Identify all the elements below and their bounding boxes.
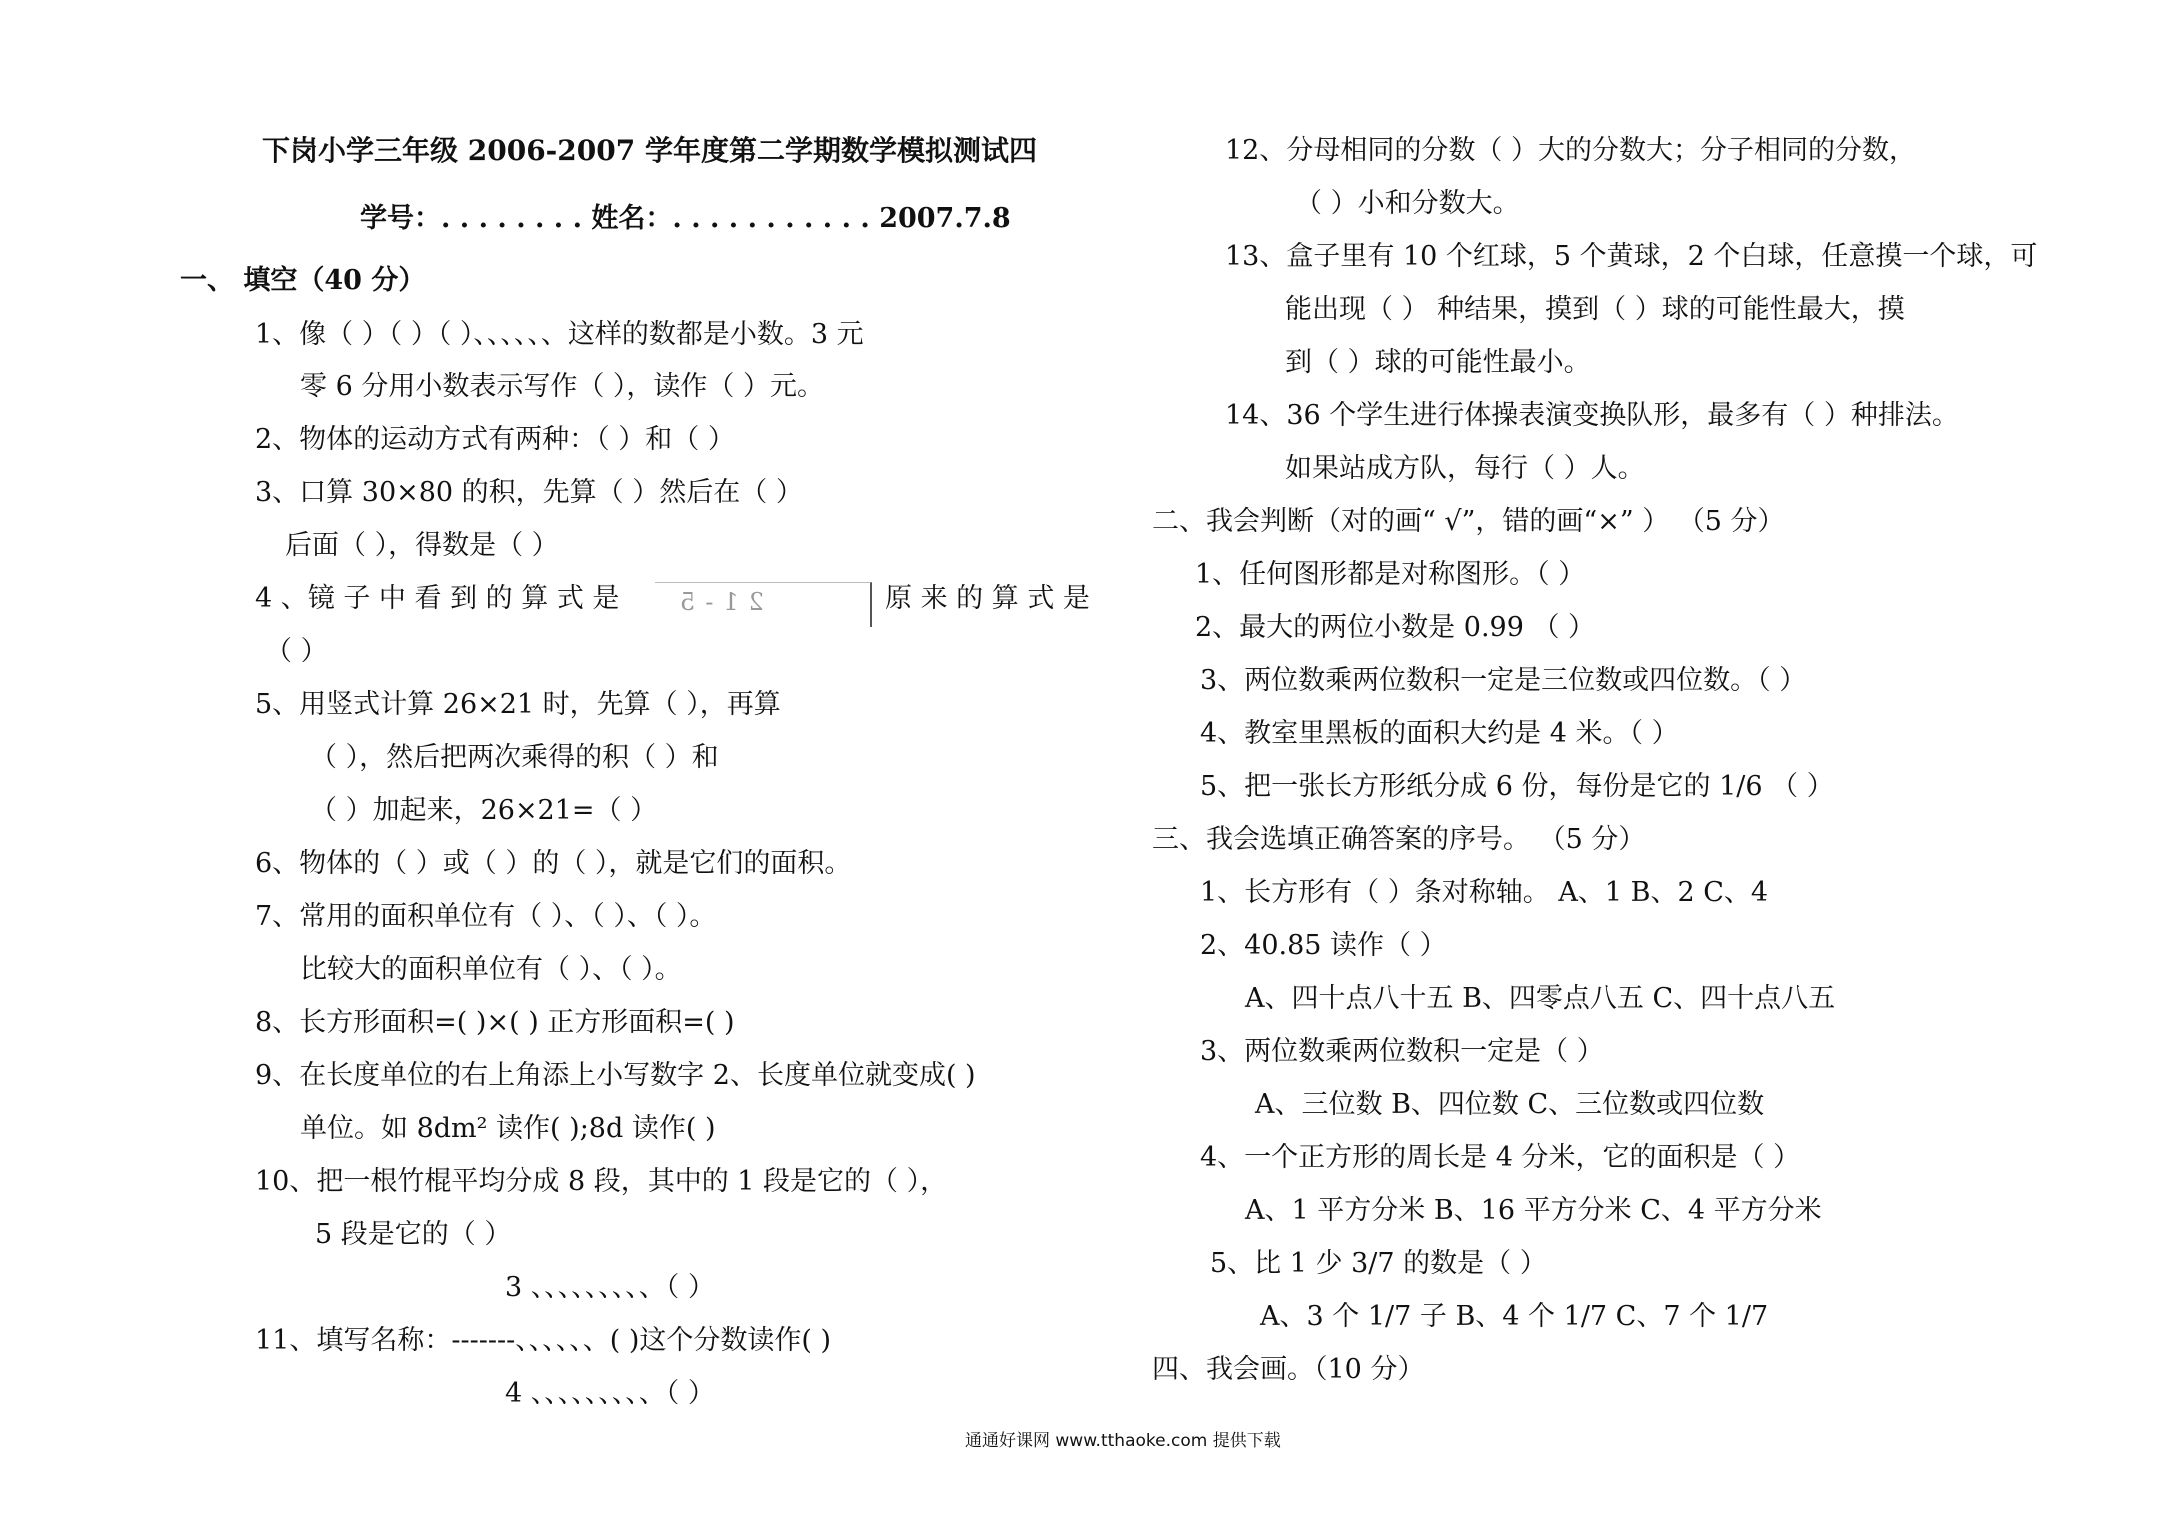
choice-3: 3、两位数乘两位数积一定是（ ） bbox=[1200, 1036, 1604, 1067]
question-3-line-b: 后面（ ），得数是（ ） bbox=[285, 530, 559, 561]
section-choice-heading: 三、我会选填正确答案的序号。 （5 分） bbox=[1152, 824, 1646, 855]
question-7-line-a: 7、常用的面积单位有（ ）、（ ）、（ ）。 bbox=[255, 901, 717, 932]
choice-2-options: A、四十点八十五 B、四零点八五 C、四十点八五 bbox=[1245, 983, 1836, 1014]
question-13-line-a: 13、盒子里有 10 个红球，5 个黄球，2 个白球，任意摸一个球，可 bbox=[1225, 241, 2038, 272]
question-7-line-b: 比较大的面积单位有（ ）、（ ）。 bbox=[300, 954, 682, 985]
question-1-line-b: 零 6 分用小数表示写作（ ），读作（ ）元。 bbox=[300, 371, 825, 402]
mirror-equation-text: 21-5 bbox=[670, 588, 764, 616]
question-12-line-b: （ ）小和分数大。 bbox=[1295, 188, 1520, 219]
judge-2: 2、最大的两位小数是 0.99 （ ） bbox=[1195, 612, 1596, 643]
question-13-line-c: 到（ ）球的可能性最小。 bbox=[1285, 347, 1591, 378]
question-4-line-b: （ ） bbox=[265, 636, 328, 667]
question-10-line-a: 10、把一根竹棍平均分成 8 段，其中的 1 段是它的（ ）， bbox=[255, 1166, 948, 1197]
choice-3-options: A、三位数 B、四位数 C、三位数或四位数 bbox=[1255, 1089, 1765, 1120]
judge-1: 1、任何图形都是对称图形。（ ） bbox=[1195, 559, 1586, 590]
choice-1: 1、长方形有（ ）条对称轴。 A、1 B、2 C、4 bbox=[1200, 877, 1769, 908]
question-8: 8、长方形面积=( )×( ) 正方形面积=( ) bbox=[255, 1007, 735, 1038]
footer-source: 通通好课网 www.tthaoke.com 提供下载 bbox=[965, 1431, 1281, 1451]
page-title: 下岗小学三年级 2006-2007 学年度第二学期数学模拟测试四 bbox=[262, 134, 1037, 167]
question-10-line-b: 5 段是它的（ ） bbox=[315, 1219, 512, 1250]
question-5-line-a: 5、用竖式计算 26×21 时，先算（ ），再算 bbox=[255, 689, 781, 720]
question-13-line-b: 能出现（ ） 种结果，摸到（ ）球的可能性最大，摸 bbox=[1285, 294, 1905, 325]
choice-5: 5、比 1 少 3/7 的数是（ ） bbox=[1210, 1248, 1547, 1279]
question-12-line-a: 12、分母相同的分数（ ）大的分数大；分子相同的分数， bbox=[1225, 135, 1916, 166]
question-3-line-a: 3、口算 30×80 的积，先算（ ）然后在（ ） bbox=[255, 477, 803, 508]
question-6: 6、物体的（ ）或（ ）的（ ），就是它们的面积。 bbox=[255, 848, 852, 879]
question-4-line-a-prefix: 4 、镜 子 中 看 到 的 算 式 是 bbox=[255, 583, 620, 614]
judge-4: 4、教室里黑板的面积大约是 4 米。（ ） bbox=[1200, 718, 1679, 749]
question-4-line-a-suffix: 原 来 的 算 式 是 bbox=[885, 583, 1090, 614]
section-judge-heading: 二、我会判断（对的画“ √”，错的画“×” ） （5 分） bbox=[1152, 506, 1785, 537]
question-9-line-a: 9、在长度单位的右上角添上小写数字 2、长度单位就变成( ) bbox=[255, 1060, 976, 1091]
student-id-line: 学号：. . . . . . . . 姓名：. . . . . . . . . . . 2007.7.8 bbox=[360, 203, 1011, 234]
question-14-line-a: 14、36 个学生进行体操表演变换队形，最多有（ ）种排法。 bbox=[1225, 400, 1959, 431]
question-14-line-b: 如果站成方队，每行（ ）人。 bbox=[1285, 453, 1645, 484]
judge-5: 5、把一张长方形纸分成 6 份，每份是它的 1/6 （ ） bbox=[1200, 771, 1834, 802]
question-5-line-c: （ ）加起来，26×21=（ ） bbox=[310, 795, 658, 826]
question-11-denominator-line: 4 、、、、、、、、、（ ） bbox=[505, 1378, 715, 1409]
judge-3: 3、两位数乘两位数积一定是三位数或四位数。（ ） bbox=[1200, 665, 1807, 696]
choice-4-options: A、1 平方分米 B、16 平方分米 C、4 平方分米 bbox=[1245, 1195, 1822, 1226]
question-5-line-b: （ ），然后把两次乘得的积（ ）和 bbox=[310, 742, 719, 773]
question-1-line-a: 1、像（ ）（ ）（ ）、、、、、、这样的数都是小数。3 元 bbox=[255, 319, 864, 350]
choice-2: 2、40.85 读作（ ） bbox=[1200, 930, 1447, 961]
question-11: 11、填写名称：-------、、、、、、( )这个分数读作( ) bbox=[255, 1325, 832, 1356]
question-9-line-b: 单位。如 8dm² 读作( );8d 读作( ) bbox=[300, 1113, 716, 1144]
question-11-numerator-line: 3 、、、、、、、、、（ ） bbox=[505, 1272, 715, 1303]
question-2: 2、物体的运动方式有两种：（ ）和（ ） bbox=[255, 424, 735, 455]
section-draw-heading: 四、我会画。（10 分） bbox=[1152, 1354, 1425, 1385]
choice-4: 4、一个正方形的周长是 4 分米，它的面积是（ ） bbox=[1200, 1142, 1801, 1173]
choice-5-options: A、3 个 1/7 子 B、4 个 1/7 C、7 个 1/7 bbox=[1260, 1301, 1769, 1332]
section-fill-blank-heading: 一、 填空（40 分） bbox=[180, 265, 426, 296]
